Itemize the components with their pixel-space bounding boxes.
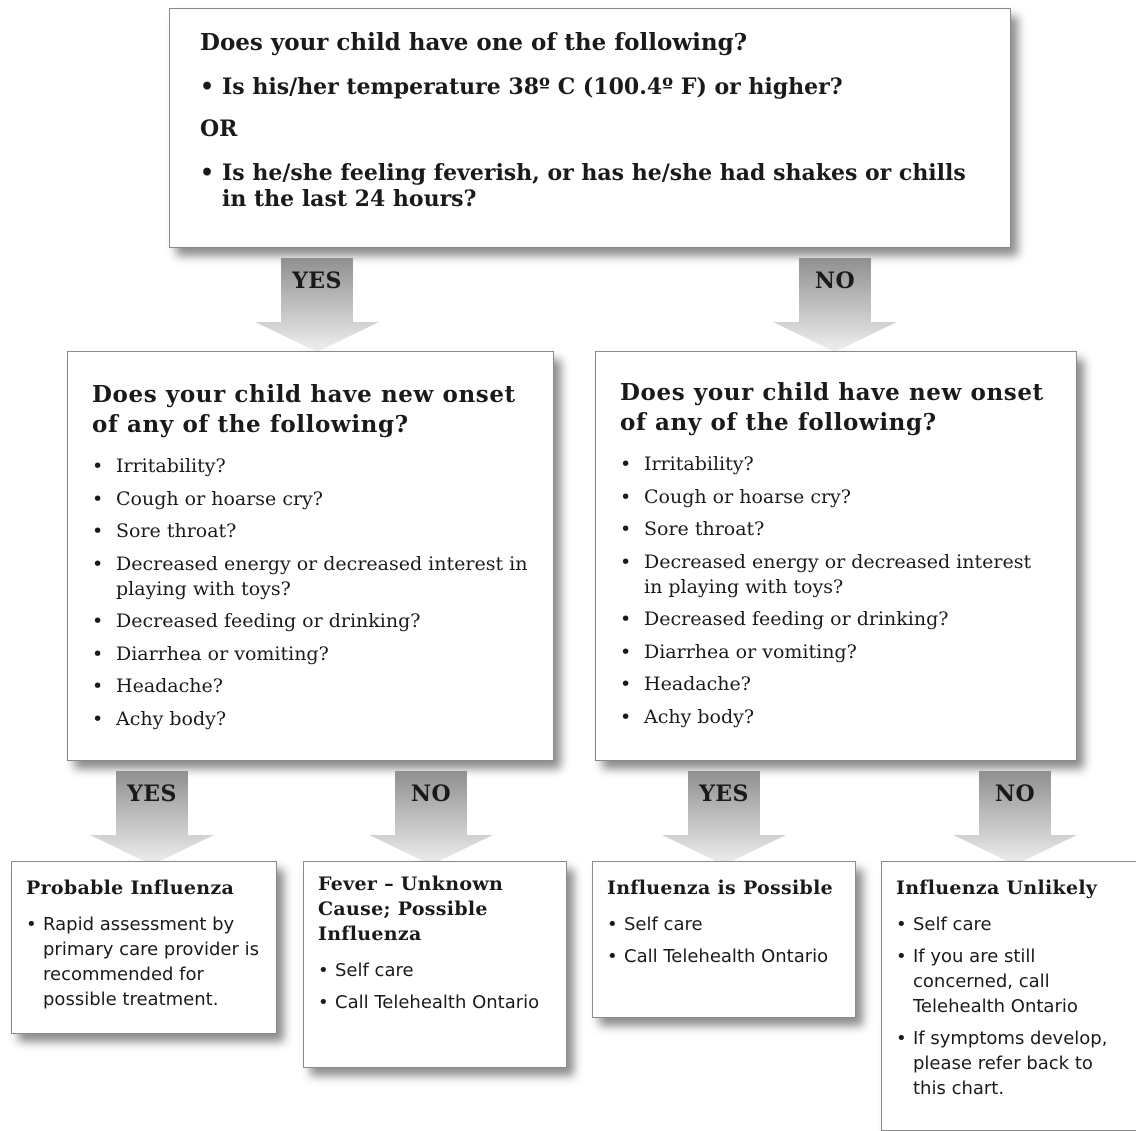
fever-symptoms-title: Does your child have new onset of any of the following?: [92, 381, 516, 438]
outcome-title: Fever – Unknown Cause; Possible Influenza: [318, 873, 504, 945]
symptom-item: • Cough or hoarse cry?: [92, 487, 529, 512]
symptom-item: • Achy body?: [620, 705, 1052, 730]
no-fever-symptoms-title: Does your child have new onset of any of the following?: [620, 379, 1044, 436]
left-yes-label: YES: [127, 781, 177, 807]
outcome-title: Probable Influenza: [26, 877, 235, 899]
outcome-influenza-possible: [592, 861, 856, 1018]
right-yes-arrow: [662, 771, 786, 867]
symptom-item: • Decreased feeding or drinking?: [620, 607, 1052, 632]
top-yes-label: YES: [292, 268, 342, 294]
symptom-item: • Decreased energy or decreased interest in playing with toys?: [92, 552, 529, 602]
outcome-influenza-unlikely: [881, 861, 1136, 1131]
outcome-title: Influenza Unlikely: [896, 877, 1098, 899]
left-no-arrow: [369, 771, 493, 867]
or-label: OR: [200, 116, 238, 142]
symptom-item: • Headache?: [620, 672, 1052, 697]
symptom-item: • Decreased feeding or drinking?: [92, 609, 529, 634]
outcome-fever-unknown-cause: [303, 861, 567, 1068]
outcome-item: • Call Telehealth Ontario: [607, 944, 843, 969]
right-no-label: NO: [994, 781, 1036, 807]
outcome-item: • If symptoms develop, please refer back to this chart.: [896, 1026, 1130, 1101]
outcome-title: Influenza is Possible: [607, 877, 834, 899]
outcome-item: • Self care: [896, 912, 1130, 937]
top-no-label: NO: [814, 268, 856, 294]
right-no-arrow: [953, 771, 1077, 867]
outcome-item: • Self care: [607, 912, 843, 937]
outcome-item: • If you are still concerned, call Telehealth Ontario: [896, 944, 1130, 1019]
symptom-item: • Irritability?: [92, 454, 529, 479]
no-fever-symptoms-box: [595, 351, 1077, 761]
fever-question-title: Does your child have one of the following?: [200, 29, 748, 56]
symptom-item: • Decreased energy or decreased interest in playing with toys?: [620, 550, 1052, 600]
feverish-question: • Is he/she feeling feverish, or has he/she had shakes or chills in the last 24 hours?: [200, 160, 982, 212]
outcome-probable-influenza: [11, 861, 277, 1034]
fever-question-box: [169, 8, 1011, 248]
symptom-item: • Sore throat?: [92, 519, 529, 544]
symptom-item: • Cough or hoarse cry?: [620, 485, 1052, 510]
outcome-item: • Rapid assessment by primary care provider is recommended for possible treatment.: [26, 912, 264, 1012]
left-yes-arrow: [90, 771, 214, 867]
symptom-item: • Irritability?: [620, 452, 1052, 477]
symptom-item: • Achy body?: [92, 707, 529, 732]
top-no-arrow: [773, 258, 897, 354]
temperature-question: • Is his/her temperature 38º C (100.4º F) or higher?: [200, 74, 980, 100]
outcome-item: • Call Telehealth Ontario: [318, 990, 554, 1015]
left-no-label: NO: [410, 781, 452, 807]
right-yes-label: YES: [699, 781, 749, 807]
symptom-item: • Diarrhea or vomiting?: [92, 642, 529, 667]
fever-symptoms-box: [67, 351, 554, 761]
outcome-item: • Self care: [318, 958, 554, 983]
symptom-item: • Sore throat?: [620, 517, 1052, 542]
symptom-item: • Diarrhea or vomiting?: [620, 640, 1052, 665]
top-yes-arrow: [255, 258, 379, 354]
symptom-item: • Headache?: [92, 674, 529, 699]
